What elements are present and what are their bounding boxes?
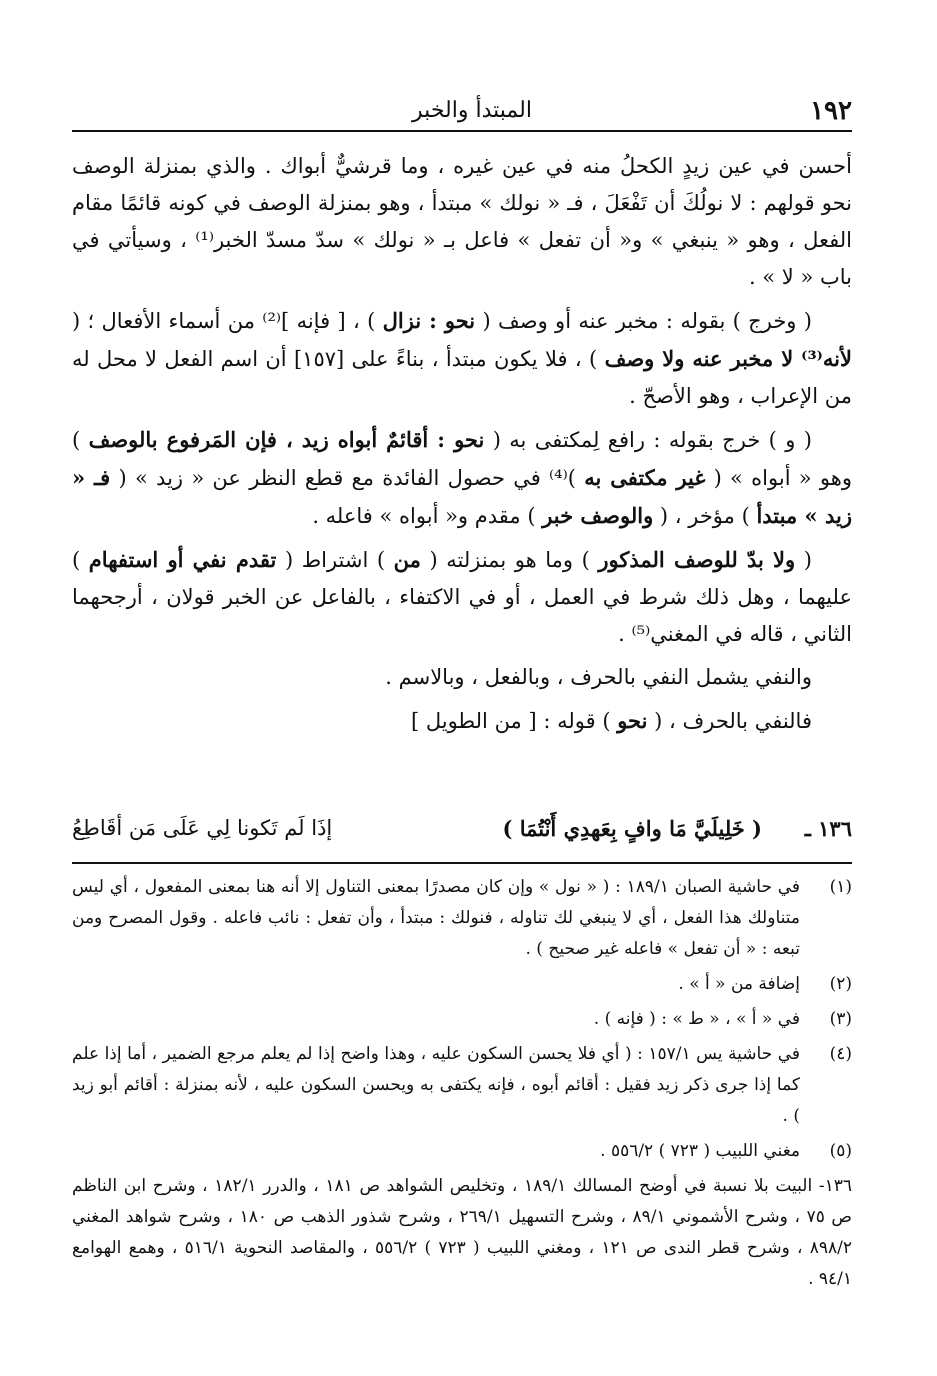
text-span: ) ، فلا يكون مبتدأ ، بناءً على [١٥٧] أن اسم الفعل لا محل له من الإعراب ، وهو الأصحّ . [72, 347, 852, 408]
footnotes [72, 872, 852, 1295]
footnote-text: في حاشية يس ١٥٧/١ : ( أي فلا يحسن السكون عليه ، وهذا واضح إذا لم يعلم مرجع الضمير ، أما إذا علم كما إذا جرى ذكر زيد فقيل : أقائم أبوه ، فإنه يكتفى به ويحسن السكون عليه ، لأنه بمنزلة : أقائم أبو زيد ) . [72, 1044, 800, 1126]
footnote-text: في « أ » ، « ط » : ( فإنه ) . [593, 1009, 800, 1029]
matn-span: من [393, 547, 421, 572]
matn-span: غير مكتفى به [584, 465, 706, 490]
footnote-marker: (٥) [829, 1141, 852, 1161]
main-text [72, 148, 852, 746]
footnote [72, 1039, 852, 1132]
paragraph-2 [72, 302, 852, 415]
text-span: ) مقدم و« أبواه » فاعله . [312, 504, 536, 528]
verse-number: ١٣٦ ـ [804, 816, 852, 841]
footnote [72, 1004, 852, 1035]
text-span: ( [803, 548, 812, 572]
text-span: ( و ) خرج بقوله : رافع لِمكتفى به ( [492, 428, 812, 452]
verse-first-hemistich: ( خَلِيلَيَّ مَا وافٍ بِعَهدِي أَنْتُمَا ) [502, 816, 762, 841]
page-number: ١٩٢ [810, 96, 852, 126]
matn-span: نحو [617, 708, 648, 733]
text-span: ) ، [ فإنه ]⁽²⁾ من أسماء الأفعال ؛ ( [72, 309, 376, 333]
text-span: فالنفي بالحرف ، ( [654, 709, 812, 733]
footnote-marker: (٤) [829, 1044, 852, 1064]
text-span: ) قوله : [ من الطويل ] [410, 709, 611, 733]
footnote-text: مغني اللبيب ( ٧٢٣ ) ٥٥٦/٢ . [600, 1141, 800, 1161]
verse-source-note: ١٣٦- البيت بلا نسبة في أوضح المسالك ١٨٩/١ ، وتخليص الشواهد ص ١٨١ ، والدرر ١٨٢/١ ، وشرح ابن الناظم ص ٧٥ ، وشرح الأشموني ٨٩/١ ، وشرح التسهيل ٢٦٩/١ ، وشرح شذور الذهب ص ١٨٠ ، وشرح شواهد المغني ٨٩٨/٢ ، وشرح قطر الندى ص ١٢١ ، ومغني اللبيب ( ٧٢٣ ) ٥٥٦/٢ ، والمقاصد النحوية ٥١٦/١ ، وهمع الهوامع ٩٤/١ . [72, 1176, 852, 1289]
text-span: ) مؤخر ، ( [659, 504, 750, 528]
running-title: المبتدأ والخبر [412, 98, 532, 123]
paragraph-3 [72, 421, 852, 535]
verse-second-hemistich: إذَا لَم تَكونا لِي عَلَى مَن أقَاطِعُ [72, 816, 333, 840]
header-rule [72, 130, 852, 132]
text-span: )⁽⁴⁾ في حصول الفائدة مع قطع النظر عن « زيد » ( [118, 466, 576, 490]
footnote-text: في حاشية الصبان ١٨٩/١ : ( « نول » وإن كان مصدرًا بمعنى التناول إلا أنه هنا بمعنى المفعول ، أي ليس متناولك هذا الفعل ، أي لا ينبغي لك تناوله ، فنولك : مبتدأ ، وأن تفعل : نائب فاعله . وقول المصرح ومن تبعه : « أن تفعل » فاعله غير صحيح ) . [72, 877, 801, 959]
footnote [72, 872, 852, 965]
footnote-rule [72, 862, 852, 864]
footnote-marker: (١) [829, 877, 852, 897]
text-span: ) وما هو بمنزلته ( [429, 548, 590, 572]
footnote-text: إضافة من « أ » . [678, 974, 800, 994]
paragraph-5: والنفي يشمل النفي بالحرف ، وبالفعل ، وبالاسم . [385, 665, 812, 689]
footnote [72, 969, 852, 1000]
text-span: ) وهو « أبواه » ( [72, 428, 852, 490]
paragraph-1: أحسن في عين زيدٍ الكحلُ منه في عين غيره ، وما قرشيٌّ أبواك . والذي بمنزلة الوصف نحو قولهم : لا نولُكَ أن تَفْعَلَ ، فـ « نولك » مبتدأ ، وهو بمنزلة الوصف في كونه قائمًا مقام الفعل ، وهو « ينبغي » و« أن تفعل » فاعل بـ « نولك » سدّ مسدّ الخبر⁽¹⁾ ، وسيأتي في باب « لا » . [72, 154, 852, 289]
matn-span: نحو : نزال [382, 308, 476, 333]
matn-span: والوصف خبر [542, 503, 654, 528]
footnote [72, 1136, 852, 1167]
matn-span: لأنه⁽³⁾ لا مخبر عنه ولا وصف [604, 346, 852, 371]
verse-136 [72, 816, 852, 852]
footnote-marker: (٣) [829, 1009, 852, 1029]
matn-span: تقدم نفي أو استفهام [88, 547, 277, 572]
footnote-marker: (٢) [829, 974, 852, 994]
matn-span: فـ « زيد » مبتدأ [72, 465, 852, 528]
paragraph-6 [72, 702, 852, 740]
page-header [72, 96, 852, 128]
matn-span: ولا بدّ للوصف المذكور [598, 547, 796, 572]
text-span: ) اشتراط ( [284, 548, 386, 572]
paragraph-4 [72, 541, 852, 653]
text-span: ) عليهما ، وهل ذلك شرط في العمل ، أو في الاكتفاء ، بالفاعل عن الخبر قولان ، أرجحهما الثاني ، قاله في المغني⁽⁵⁾ . [72, 548, 852, 646]
matn-span: نحو : أقائمٌ أبواه زيد ، فإن المَرفوع بالوصف [88, 427, 485, 452]
text-span: ( وخرج ) بقوله : مخبر عنه أو وصف ( [482, 309, 812, 333]
